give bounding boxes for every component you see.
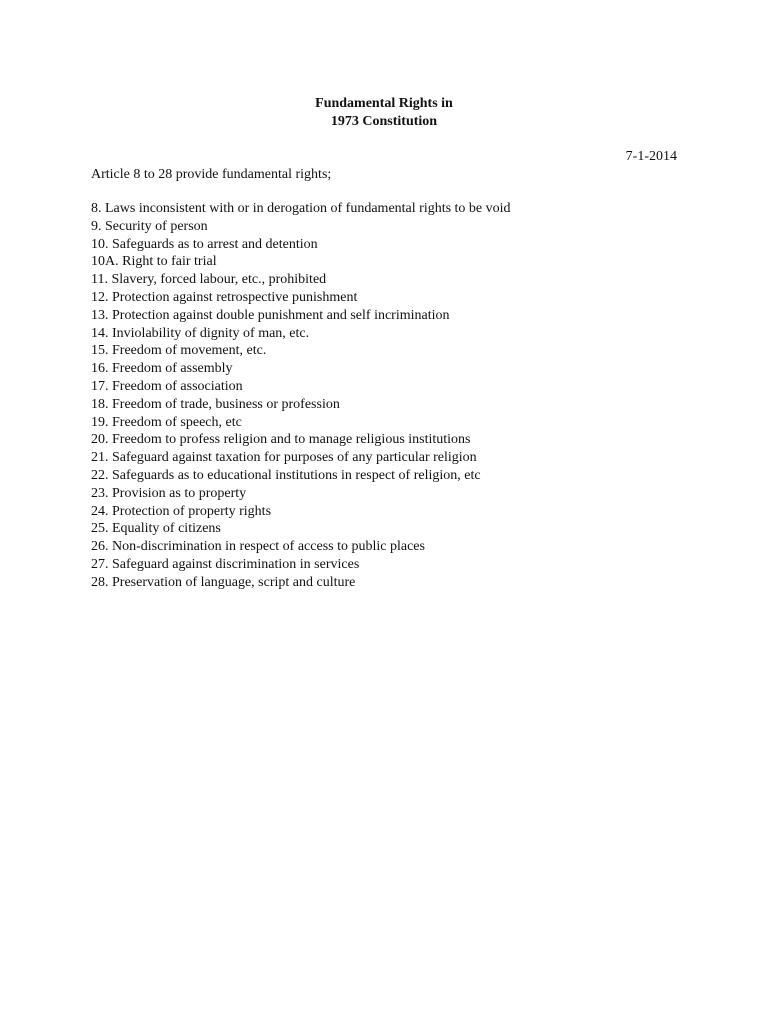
article-item: 20. Freedom to profess religion and to manage religious institutions: [91, 432, 471, 448]
article-item: 12. Protection against retrospective punishment: [91, 289, 358, 305]
article-item: 10A. Right to fair trial: [91, 254, 217, 270]
article-item: 8. Laws inconsistent with or in derogation of fundamental rights to be void: [91, 201, 511, 216]
article-item: 15. Freedom of movement, etc.: [91, 343, 267, 359]
article-item: 17. Freedom of association: [91, 378, 243, 394]
article-item: 11. Slavery, forced labour, etc., prohibited: [91, 272, 327, 288]
article-item: 27. Safeguard against discrimination in services: [91, 556, 360, 572]
article-item: 9. Security of person: [91, 218, 208, 234]
article-item: 18. Freedom of trade, business or profession: [91, 396, 340, 412]
article-item: 13. Protection against double punishment and self incrimination: [91, 307, 450, 323]
article-item: 14. Inviolability of dignity of man, etc.: [91, 325, 310, 341]
article-item: 16. Freedom of assembly: [91, 361, 233, 377]
document-title-line1: Fundamental Rights in: [315, 96, 453, 111]
article-item: 28. Preservation of language, script and culture: [91, 574, 356, 590]
intro-paragraph: Article 8 to 28 provide fundamental rights;: [91, 167, 332, 182]
article-item: 19. Freedom of speech, etc: [91, 414, 242, 430]
article-item: 10. Safeguards as to arrest and detention: [91, 236, 318, 252]
article-item: 23. Provision as to property: [91, 485, 247, 501]
articles-list: [91, 200, 531, 592]
article-item: 21. Safeguard against taxation for purposes of any particular religion: [91, 450, 477, 466]
article-item: 22. Safeguards as to educational institutions in respect of religion, etc: [91, 467, 481, 483]
article-item: 24. Protection of property rights: [91, 503, 272, 519]
document-title-line2: 1973 Constitution: [330, 114, 438, 129]
article-item: 25. Equality of citizens: [91, 521, 221, 537]
article-item: 26. Non-discrimination in respect of access to public places: [91, 539, 425, 555]
document-date: 7-1-2014: [625, 149, 677, 164]
